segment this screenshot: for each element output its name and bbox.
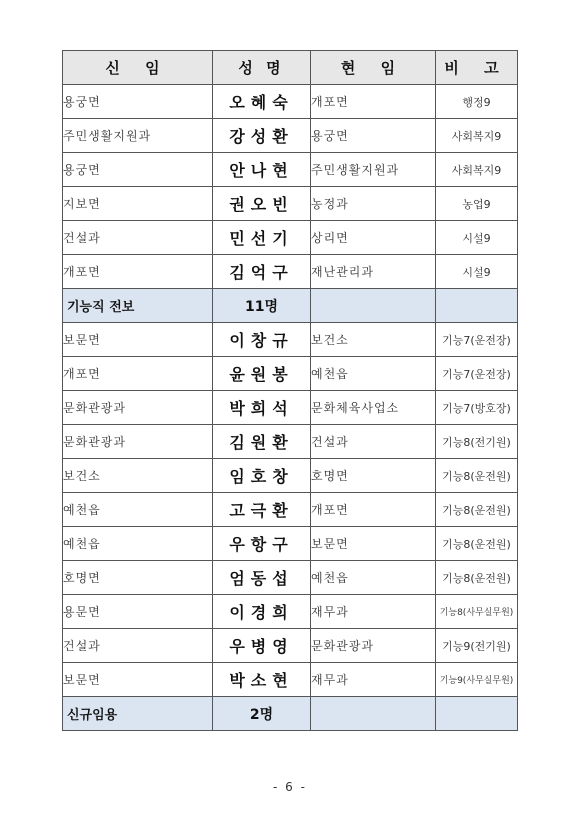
new-post-cell: 용궁면 [63,153,213,187]
remarks-cell: 사회복지9 [436,153,518,187]
current-post-cell: 보건소 [311,323,436,357]
remarks-cell: 행정9 [436,85,518,119]
remarks-cell: 기능9(전기원) [436,629,518,663]
remarks-cell: 기능9(사무실무원) [436,663,518,697]
table-row [63,527,518,561]
remarks-cell: 기능8(운전원) [436,561,518,595]
remarks-cell: 농업9 [436,187,518,221]
section-row-new-appointment [63,697,518,731]
current-post-cell: 상리면 [311,221,436,255]
new-post-cell: 보문면 [63,323,213,357]
table-row [63,629,518,663]
current-post-cell: 문화관광과 [311,629,436,663]
new-post-cell: 예천읍 [63,493,213,527]
name-cell: 박희석 [213,391,311,425]
header-row [63,51,518,85]
table-row [63,153,518,187]
current-post-cell: 재무과 [311,663,436,697]
remarks-cell: 기능8(운전원) [436,459,518,493]
new-post-cell: 주민생활지원과 [63,119,213,153]
new-post-cell: 문화관광과 [63,391,213,425]
current-post-cell: 개포면 [311,493,436,527]
section-empty-cell [311,697,436,731]
table-row [63,663,518,697]
table-row [63,391,518,425]
remarks-cell: 기능7(방호장) [436,391,518,425]
table-row [63,85,518,119]
new-post-cell: 보건소 [63,459,213,493]
current-post-cell: 보문면 [311,527,436,561]
section-empty-cell [436,289,518,323]
name-cell: 오혜숙 [213,85,311,119]
section-label: 신규임용 [63,697,213,731]
table-row [63,119,518,153]
current-post-cell: 문화체육사업소 [311,391,436,425]
new-post-cell: 예천읍 [63,527,213,561]
header-name: 성 명 [213,51,311,85]
table-row [63,595,518,629]
section-count: 2명 [213,697,311,731]
remarks-cell: 기능8(운전원) [436,527,518,561]
personnel-table [62,50,518,731]
current-post-cell: 건설과 [311,425,436,459]
new-post-cell: 개포면 [63,357,213,391]
current-post-cell: 재난관리과 [311,255,436,289]
current-post-cell: 용궁면 [311,119,436,153]
remarks-cell: 시설9 [436,255,518,289]
table-row [63,493,518,527]
header-current-post: 현 임 [311,51,436,85]
name-cell: 우항구 [213,527,311,561]
remarks-cell: 기능8(전기원) [436,425,518,459]
header-new-post: 신 임 [63,51,213,85]
table-row [63,425,518,459]
name-cell: 박소현 [213,663,311,697]
table-row [63,357,518,391]
name-cell: 김억구 [213,255,311,289]
name-cell: 김원환 [213,425,311,459]
current-post-cell: 호명면 [311,459,436,493]
name-cell: 임호창 [213,459,311,493]
new-post-cell: 지보면 [63,187,213,221]
new-post-cell: 개포면 [63,255,213,289]
name-cell: 민선기 [213,221,311,255]
page-number: - 6 - [273,780,307,794]
current-post-cell: 개포면 [311,85,436,119]
remarks-cell: 기능7(운전장) [436,323,518,357]
name-cell: 권오빈 [213,187,311,221]
section-row-functional-transfer [63,289,518,323]
remarks-cell: 기능8(운전원) [436,493,518,527]
name-cell: 안나현 [213,153,311,187]
current-post-cell: 예천읍 [311,561,436,595]
name-cell: 엄동섭 [213,561,311,595]
remarks-cell: 시설9 [436,221,518,255]
current-post-cell: 재무과 [311,595,436,629]
remarks-cell: 기능8(사무실무원) [436,595,518,629]
new-post-cell: 건설과 [63,221,213,255]
name-cell: 강성환 [213,119,311,153]
name-cell: 이창규 [213,323,311,357]
section-empty-cell [436,697,518,731]
section-count: 11명 [213,289,311,323]
table-row [63,221,518,255]
new-post-cell: 호명면 [63,561,213,595]
new-post-cell: 문화관광과 [63,425,213,459]
table-row [63,187,518,221]
section-label: 기능직 전보 [63,289,213,323]
current-post-cell: 농정과 [311,187,436,221]
current-post-cell: 주민생활지원과 [311,153,436,187]
name-cell: 고극환 [213,493,311,527]
name-cell: 윤원봉 [213,357,311,391]
new-post-cell: 용문면 [63,595,213,629]
table-row [63,561,518,595]
header-remarks: 비 고 [436,51,518,85]
new-post-cell: 용궁면 [63,85,213,119]
table-row [63,459,518,493]
name-cell: 우병영 [213,629,311,663]
remarks-cell: 기능7(운전장) [436,357,518,391]
section-empty-cell [311,289,436,323]
name-cell: 이경희 [213,595,311,629]
new-post-cell: 건설과 [63,629,213,663]
table-row [63,323,518,357]
current-post-cell: 예천읍 [311,357,436,391]
remarks-cell: 사회복지9 [436,119,518,153]
table-row [63,255,518,289]
new-post-cell: 보문면 [63,663,213,697]
